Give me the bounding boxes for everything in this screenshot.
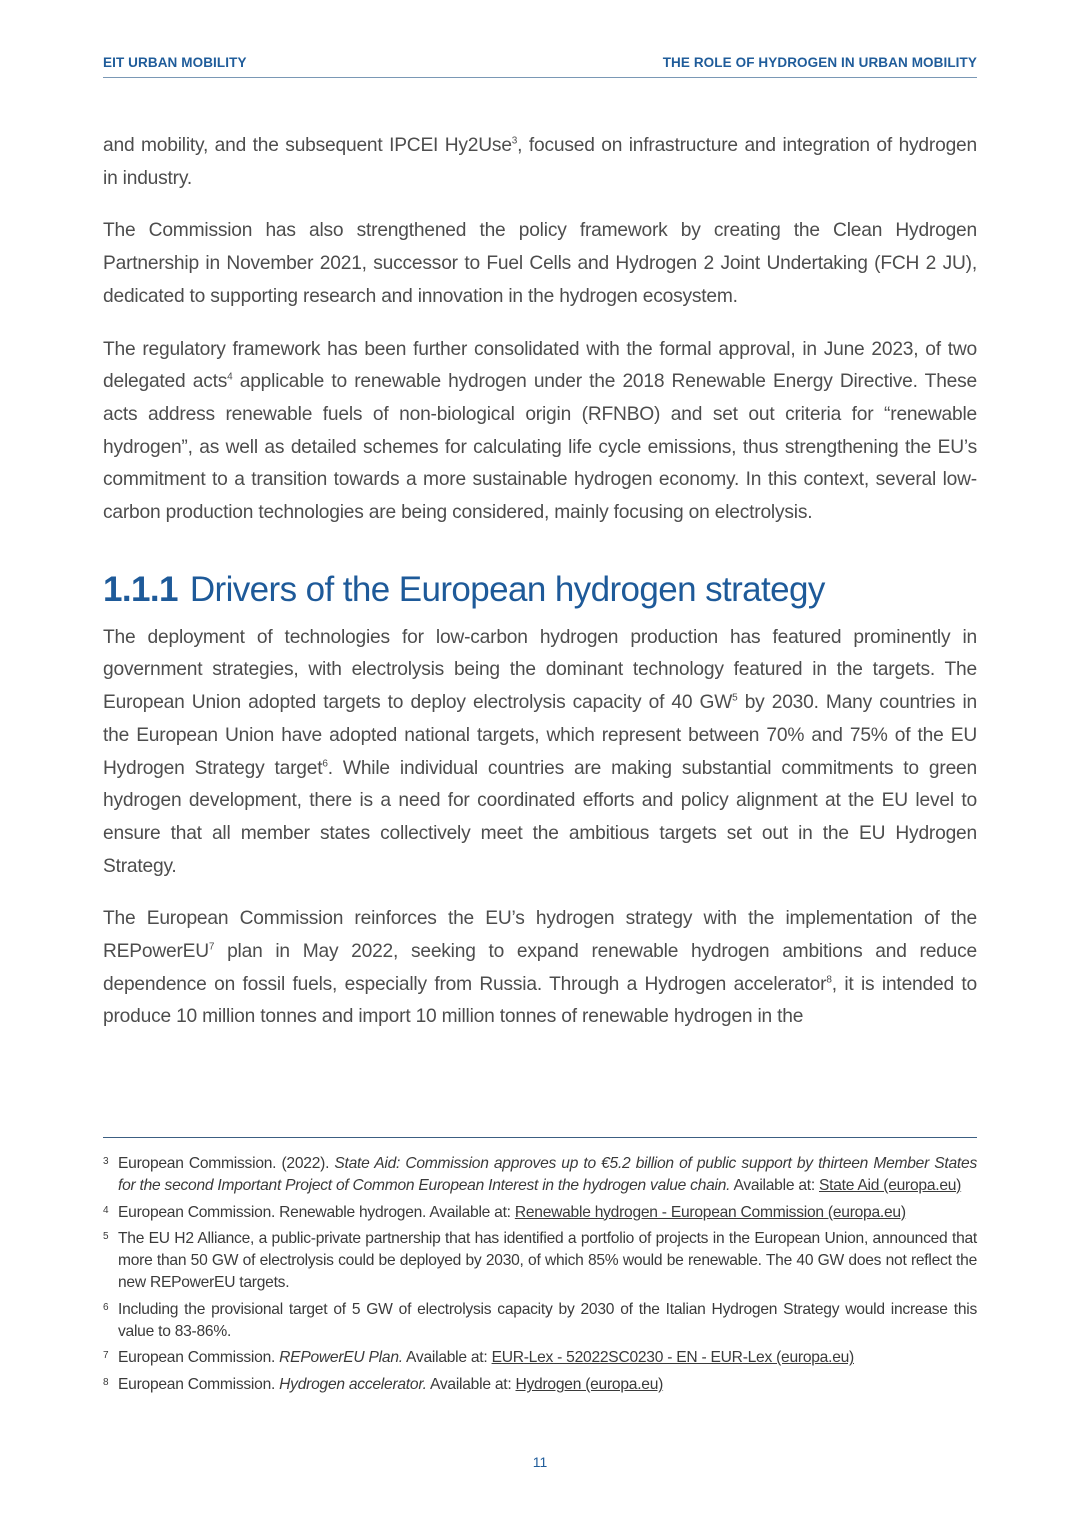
- footnote-ref[interactable]: 5: [732, 692, 738, 704]
- footnote-ref[interactable]: 7: [208, 941, 215, 953]
- footnote: 5 The EU H2 Alliance, a public-private partnership that has identified a portfolio of projects in the European Union, announced that more than 50 GW of electrolysis could be deployed by 2030, of which 85% would be renewable. The 40 GW does not reflect the new REPowerEU targets.: [103, 1230, 977, 1291]
- footnote-link[interactable]: Hydrogen (europa.eu): [515, 1376, 664, 1394]
- header-right: THE ROLE OF HYDROGEN IN URBAN MOBILITY: [662, 55, 977, 70]
- main-content: [103, 130, 977, 1054]
- paragraph: The regulatory framework has been further consolidated with the formal approval, in June 2023, of two delegated acts$^4$ applicable to renewable hydrogen under the 2018 Renewable Energy Directive. These acts address renewable fuels of non-biological origin (RFNBO) and set out criteria for “renewable hydrogen”, as well as detailed schemes for calculating life cycle emissions, thus strengthening the EU’s commitment to a transition towards a more sustainable hydrogen economy. In this context, several low-carbon production technologies are being considered, mainly focusing on electrolysis.: [103, 338, 978, 524]
- footnote-ref[interactable]: 6: [322, 758, 328, 770]
- section-number: 1.1.1: [103, 569, 178, 609]
- paragraph: The European Commission reinforces the EU’s hydrogen strategy with the implementation of the REPowerEU$^7$ plan in May 2022, seeking to expand renewable hydrogen ambitions and reduce dependence on fossil fuels, especially from Russia. Through a Hydrogen accelerator$^8$, it is intended to produce 10 million tonnes and import 10 million tonnes of renewable hydrogen in the: [103, 908, 977, 1028]
- footnote-link[interactable]: EUR-Lex - 52022SC0230 - EN - EUR-Lex (europa.eu): [491, 1349, 854, 1367]
- page-number: 11: [532, 1454, 548, 1470]
- footnote-link[interactable]: State Aid (europa.eu): [819, 1176, 962, 1194]
- footnote-ref[interactable]: 4: [227, 371, 233, 383]
- footnote: 4 European Commission. Renewable hydrogen. Available at: Renewable hydrogen - European Commission (europa.eu): [103, 1203, 906, 1221]
- footnote-link[interactable]: Renewable hydrogen - European Commission (europa.eu): [514, 1203, 906, 1221]
- section-heading: [103, 568, 977, 612]
- paragraph: The Commission has also strengthened the policy framework by creating the Clean Hydrogen Partnership in November 2021, successor to Fuel Cells and Hydrogen 2 Joint Undertaking (FCH 2 JU), dedicated to supporting research and innovation in the hydrogen ecosystem.: [103, 220, 977, 307]
- header-left: EIT URBAN MOBILITY: [103, 55, 247, 70]
- footnote-ref[interactable]: 8: [826, 974, 832, 986]
- footnote: 8 European Commission. Hydrogen accelerator. Available at: Hydrogen (europa.eu): [103, 1376, 664, 1394]
- footnote-ref[interactable]: 3: [511, 135, 518, 147]
- paragraph: and mobility, and the subsequent IPCEI Hy2Use$^3$, focused on infrastructure and integration of hydrogen in industry.: [103, 135, 977, 189]
- footnote: 7 European Commission. REPowerEU Plan. Available at: EUR-Lex - 52022SC0230 - EN - EUR-Lex (europa.eu): [103, 1349, 854, 1367]
- footnotes: [103, 1153, 977, 1401]
- running-header: [103, 55, 977, 78]
- footnote: 3 European Commission. (2022). State Aid: Commission approves up to €5.2 billion of public support by thirteen Member States for the second Important Project of Common European Interest in the hydrogen value chain. Available at: State Aid (europa.eu): [103, 1155, 977, 1194]
- section-title: Drivers of the European hydrogen strategy: [189, 569, 825, 609]
- paragraph: The deployment of technologies for low-carbon hydrogen production has featured prominently in government strategies, with electrolysis being the dominant technology featured in the targets. The European Union adopted targets to deploy electrolysis capacity of 40 $GW^5$ by 2030. Many countries in the European Union have adopted national targets, which represent between 70% and 75% of the EU Hydrogen Strategy target$^6$. While individual countries are making substantial commitments to green hydrogen development, there is a need for coordinated efforts and policy alignment at the EU level to ensure that all member states collectively meet the ambitious targets set out in the EU Hydrogen Strategy.: [103, 626, 977, 877]
- footnote: 6 Including the provisional target of 5 GW of electrolysis capacity by 2030 of the Italian Hydrogen Strategy would increase this value to 83-86%.: [103, 1300, 977, 1340]
- footnote-divider: [103, 1137, 977, 1138]
